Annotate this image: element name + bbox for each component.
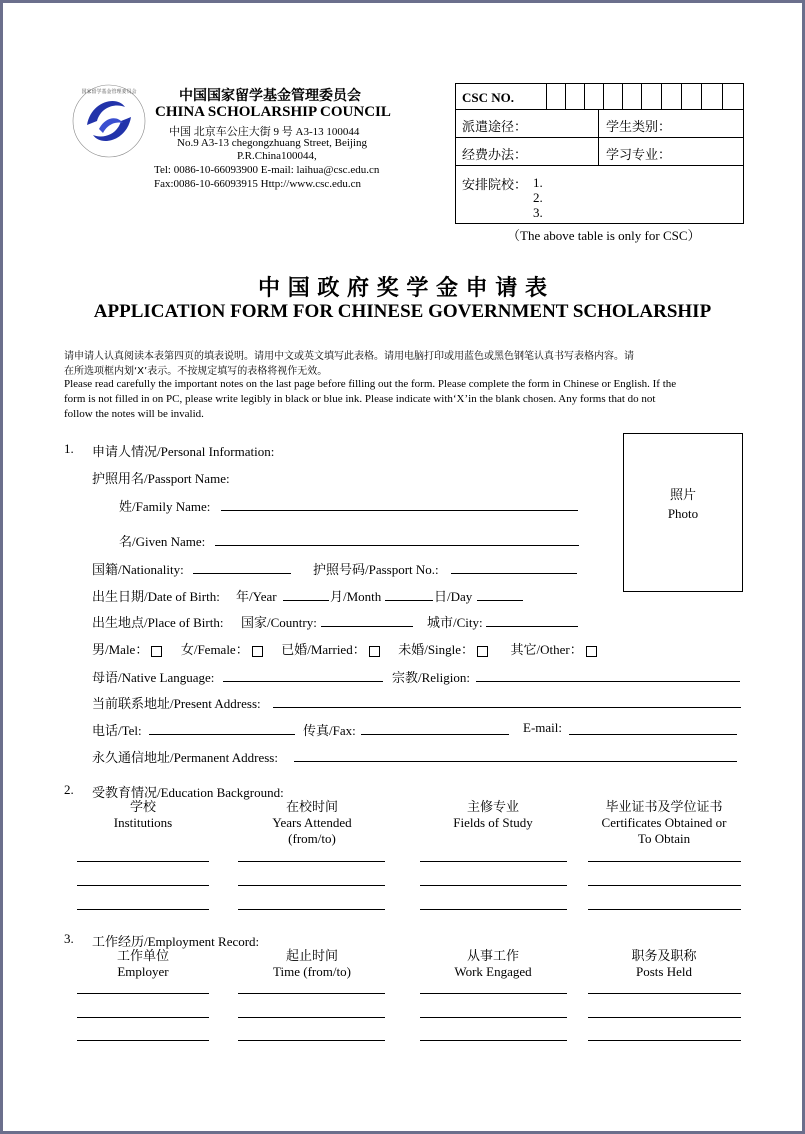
- edu-row-3-institution[interactable]: [77, 909, 209, 910]
- pob-city-label: 城市/City:: [427, 615, 483, 630]
- section2-number: 2.: [64, 782, 74, 797]
- emp-col-cn: 工作单位: [116, 948, 169, 963]
- student-type-label: 学生类别：: [606, 119, 672, 134]
- section3-title: 工作经历/Employment Record:: [92, 934, 260, 949]
- csc-use-table: [455, 83, 744, 224]
- dob-label: 出生日期/Date of Birth:: [92, 589, 220, 604]
- edu-row-2-institution[interactable]: [77, 885, 209, 886]
- placement-1: 1.: [533, 175, 543, 190]
- edu-row-1-field[interactable]: [420, 861, 567, 862]
- tel-label: 电话/Tel:: [92, 723, 142, 738]
- emp-row-3-time[interactable]: [238, 1040, 385, 1041]
- other-label: 其它/Other：: [510, 642, 583, 657]
- emp-row-1-time[interactable]: [238, 993, 385, 994]
- contact-fax: Fax:0086-10-66093915 Http://www.csc.edu.cn: [154, 178, 362, 190]
- edu-row-2-years[interactable]: [238, 885, 385, 886]
- edu-col-en2: (from/to): [288, 831, 336, 846]
- permanent-address-field[interactable]: [294, 761, 737, 762]
- emp-col-time: [239, 948, 385, 980]
- emp-row-3-post[interactable]: [588, 1040, 741, 1041]
- emp-row-1-post[interactable]: [588, 993, 741, 994]
- dob-year-label: 年/Year: [236, 589, 277, 604]
- male-label: 男/Male：: [92, 642, 149, 657]
- emp-col-en: Work Engaged: [454, 964, 532, 979]
- placement-3: 3.: [533, 205, 543, 220]
- edu-col-en: Certificates Obtained or: [601, 815, 727, 830]
- married-checkbox[interactable]: [369, 646, 380, 657]
- photo-label-cn: 照片: [669, 487, 696, 502]
- section1-number: 1.: [64, 441, 74, 456]
- address-en-2: P.R.China100044,: [237, 150, 317, 162]
- placement-label: 安排院校：: [462, 177, 528, 192]
- emp-row-3-work[interactable]: [420, 1040, 567, 1041]
- csc-table-note: （The above table is only for CSC）: [507, 228, 701, 243]
- funding-label: 经费办法：: [462, 147, 528, 162]
- edu-row-3-years[interactable]: [238, 909, 385, 910]
- fax-field[interactable]: [361, 734, 509, 735]
- org-name-en: CHINA SCHOLARSHIP COUNCIL: [155, 104, 391, 120]
- nationality-field[interactable]: [193, 573, 291, 574]
- edu-row-3-field[interactable]: [420, 909, 567, 910]
- native-language-label: 母语/Native Language:: [92, 670, 215, 685]
- major-label: 学习专业：: [606, 147, 672, 162]
- single-label: 未婚/Single：: [398, 642, 475, 657]
- permanent-address-label: 永久通信地址/Permanent Address:: [92, 750, 278, 765]
- given-name-field[interactable]: [215, 545, 579, 546]
- edu-col-years: [239, 799, 385, 847]
- edu-col-cn: 学校: [129, 799, 156, 814]
- passport-no-label: 护照号码/Passport No.:: [313, 562, 439, 577]
- section1-title: 申请人情况/Personal Information:: [92, 444, 275, 459]
- emp-col-cn: 从事工作: [466, 948, 519, 963]
- form-title-cn: 中 国 政 府 奖 学 金 申 请 表: [258, 276, 547, 301]
- csc-no-label: CSC NO.: [462, 90, 515, 105]
- edu-row-2-certificate[interactable]: [588, 885, 741, 886]
- edu-col-en: Years Attended: [272, 815, 352, 830]
- present-address-label: 当前联系地址/Present Address:: [92, 696, 261, 711]
- family-name-field[interactable]: [221, 510, 578, 511]
- edu-col-certificates: [588, 799, 740, 847]
- edu-col-fields: [420, 799, 566, 831]
- dob-day-field[interactable]: [477, 600, 523, 601]
- emp-col-en: Time (from/to): [273, 964, 351, 979]
- emp-row-2-employer[interactable]: [77, 1017, 209, 1018]
- edu-row-2-field[interactable]: [420, 885, 567, 886]
- address-cn: 中国 北京车公庄大街 9 号 A3-13 100044: [169, 126, 360, 138]
- svg-text:国家留学基金管理委员会: 国家留学基金管理委员会: [81, 89, 137, 95]
- emp-row-1-employer[interactable]: [77, 993, 209, 994]
- dob-month-label: 月/Month: [330, 589, 382, 604]
- email-label: E-mail:: [523, 720, 562, 735]
- section2-title: 受教育情况/Education Background:: [92, 785, 284, 800]
- emp-col-posts: [588, 948, 740, 980]
- religion-field[interactable]: [476, 681, 740, 682]
- section3-number: 3.: [64, 931, 74, 946]
- emp-col-work: [420, 948, 566, 980]
- emp-row-2-post[interactable]: [588, 1017, 741, 1018]
- religion-label: 宗教/Religion:: [392, 670, 471, 685]
- edu-col-en: Fields of Study: [453, 815, 533, 830]
- tel-field[interactable]: [149, 734, 295, 735]
- emp-col-cn: 职务及职称: [631, 948, 697, 963]
- emp-row-3-employer[interactable]: [77, 1040, 209, 1041]
- dob-month-field[interactable]: [385, 600, 433, 601]
- dob-day-label: 日/Day: [434, 589, 473, 604]
- emp-col-en: Posts Held: [636, 964, 692, 979]
- female-checkbox[interactable]: [252, 646, 263, 657]
- edu-col-en: Institutions: [113, 815, 173, 830]
- instructions-en-3: follow the notes will be invalid.: [64, 408, 204, 420]
- emp-row-2-time[interactable]: [238, 1017, 385, 1018]
- instructions-cn-1: 请申请人认真阅读本表第四页的填表说明。请用中文或英文填写此表格。请用电脑打印或用蓝色或黑色钢笔认真书写表格内容。请: [64, 351, 634, 362]
- pob-country-field[interactable]: [321, 626, 413, 627]
- address-en-1: No.9 A3-13 chegongzhuang Street, Beijing: [177, 137, 368, 149]
- edu-col-en2: To Obtain: [637, 831, 691, 846]
- female-label: 女/Female：: [180, 642, 249, 657]
- emp-col-employer: [77, 948, 209, 980]
- male-checkbox[interactable]: [151, 646, 162, 657]
- pob-label: 出生地点/Place of Birth:: [92, 615, 224, 630]
- edu-row-1-institution[interactable]: [77, 861, 209, 862]
- fax-label: 传真/Fax:: [303, 723, 356, 738]
- emp-col-en: Employer: [117, 964, 169, 979]
- application-form-page: [3, 3, 802, 1131]
- edu-col-cn: 主修专业: [466, 799, 519, 814]
- edu-row-1-years[interactable]: [238, 861, 385, 862]
- photo-box[interactable]: [623, 433, 743, 592]
- edu-row-3-certificate[interactable]: [588, 909, 741, 910]
- single-checkbox[interactable]: [477, 646, 488, 657]
- edu-col-cn: 在校时间: [285, 799, 338, 814]
- csc-logo-icon: [69, 81, 149, 161]
- form-title-en: APPLICATION FORM FOR CHINESE GOVERNMENT SCHOLARSHIP: [93, 301, 712, 322]
- pob-city-field[interactable]: [486, 626, 578, 627]
- native-language-field[interactable]: [223, 681, 383, 682]
- edu-row-1-certificate[interactable]: [588, 861, 741, 862]
- passport-name-label: 护照用名/Passport Name:: [92, 471, 230, 486]
- emp-col-cn: 起止时间: [285, 948, 338, 963]
- other-checkbox[interactable]: [586, 646, 597, 657]
- dispatch-label: 派遣途径：: [462, 119, 528, 134]
- married-label: 已婚/Married：: [281, 642, 366, 657]
- emp-row-1-work[interactable]: [420, 993, 567, 994]
- contact-tel: Tel: 0086-10-66093900 E-mail: laihua@csc.edu.cn: [154, 164, 380, 176]
- family-name-label: 姓/Family Name:: [119, 499, 211, 514]
- given-name-label: 名/Given Name:: [119, 534, 206, 549]
- pob-country-label: 国家/Country:: [241, 615, 317, 630]
- dob-year-field[interactable]: [283, 600, 329, 601]
- edu-col-cn: 毕业证书及学位证书: [605, 799, 723, 814]
- nationality-label: 国籍/Nationality:: [92, 562, 184, 577]
- gender-marital-row: [92, 639, 597, 658]
- emp-row-2-work[interactable]: [420, 1017, 567, 1018]
- edu-col-institutions: [77, 799, 209, 831]
- instructions-cn-2: 在所选项框内划‘X’表示。不按规定填写的表格将视作无效。: [64, 366, 328, 377]
- passport-no-field[interactable]: [451, 573, 577, 574]
- email-field[interactable]: [569, 734, 737, 735]
- photo-label-en: Photo: [667, 506, 699, 521]
- org-name-cn: 中国国家留学基金管理委员会: [179, 88, 361, 104]
- instructions-en-1: Please read carefully the important notes on the last page before filling out the form. Please complete the form in Chinese or English. If the: [64, 378, 677, 390]
- placement-2: 2.: [533, 190, 543, 205]
- present-address-field[interactable]: [273, 707, 741, 708]
- instructions-en-2: form is not filled in on PC, please write legibly in black or blue ink. Please indicate with‘X’in the blank chosen. Any forms that do not: [64, 393, 656, 405]
